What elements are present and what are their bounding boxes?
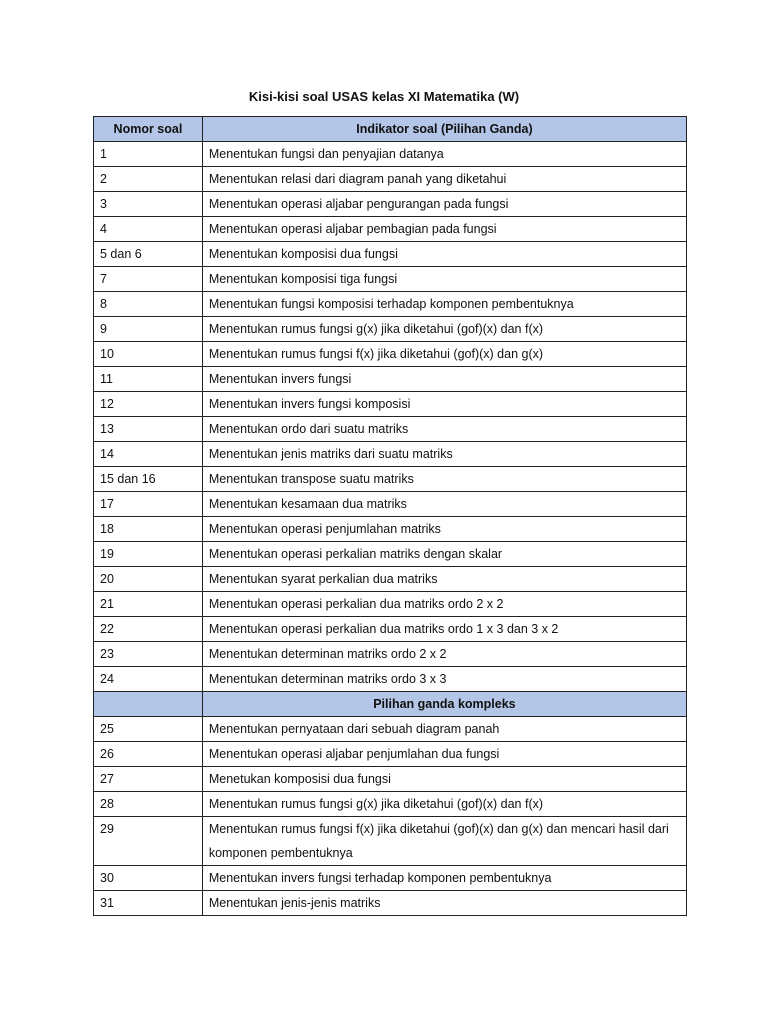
cell-indikator: Menentukan operasi perkalian dua matriks ordo 2 x 2 <box>202 592 686 617</box>
cell-nomor: 26 <box>94 742 203 767</box>
cell-indikator: Menentukan kesamaan dua matriks <box>202 492 686 517</box>
table-row <box>94 742 687 767</box>
kisi-kisi-table <box>93 116 687 916</box>
section-header-row <box>94 692 687 717</box>
table-row <box>94 417 687 442</box>
cell-nomor: 11 <box>94 367 203 392</box>
cell-indikator: Menentukan pernyataan dari sebuah diagram panah <box>202 717 686 742</box>
cell-indikator: Menentukan invers fungsi <box>202 367 686 392</box>
cell-nomor: 4 <box>94 217 203 242</box>
table-row <box>94 167 687 192</box>
cell-indikator: Menentukan operasi perkalian matriks dengan skalar <box>202 542 686 567</box>
cell-indikator: Menentukan operasi penjumlahan matriks <box>202 517 686 542</box>
cell-nomor: 15 dan 16 <box>94 467 203 492</box>
table-row <box>94 242 687 267</box>
cell-nomor: 20 <box>94 567 203 592</box>
table-row <box>94 891 687 916</box>
cell-nomor: 13 <box>94 417 203 442</box>
table-row <box>94 217 687 242</box>
table-row <box>94 442 687 467</box>
cell-nomor: 24 <box>94 667 203 692</box>
table-row <box>94 192 687 217</box>
cell-indikator: Menentukan rumus fungsi g(x) jika diketahui (gof)(x) dan f(x) <box>202 317 686 342</box>
cell-nomor: 25 <box>94 717 203 742</box>
cell-indikator: Menentukan fungsi komposisi terhadap komponen pembentuknya <box>202 292 686 317</box>
cell-indikator: Menentukan operasi perkalian dua matriks ordo 1 x 3 dan 3 x 2 <box>202 617 686 642</box>
cell-indikator: Menentukan invers fungsi komposisi <box>202 392 686 417</box>
table-row <box>94 467 687 492</box>
cell-indikator: Menentukan invers fungsi terhadap komponen pembentuknya <box>202 866 686 891</box>
cell-nomor: 17 <box>94 492 203 517</box>
cell-indikator: Menentukan determinan matriks ordo 3 x 3 <box>202 667 686 692</box>
cell-indikator: Menentukan syarat perkalian dua matriks <box>202 567 686 592</box>
table-row <box>94 642 687 667</box>
table-row <box>94 617 687 642</box>
header-indikator-soal: Indikator soal (Pilihan Ganda) <box>202 117 686 142</box>
table-row <box>94 267 687 292</box>
cell-nomor: 27 <box>94 767 203 792</box>
table-row <box>94 342 687 367</box>
table-row <box>94 767 687 792</box>
cell-nomor: 29 <box>94 817 203 866</box>
cell-indikator: Menentukan komposisi tiga fungsi <box>202 267 686 292</box>
cell-indikator: Menentukan rumus fungsi f(x) jika diketahui (gof)(x) dan g(x) <box>202 342 686 367</box>
section-label-pilihan-ganda-kompleks: Pilihan ganda kompleks <box>202 692 686 717</box>
cell-indikator: Menentukan ordo dari suatu matriks <box>202 417 686 442</box>
cell-nomor: 5 dan 6 <box>94 242 203 267</box>
table-row <box>94 492 687 517</box>
cell-indikator: Menentukan operasi aljabar penjumlahan dua fungsi <box>202 742 686 767</box>
cell-indikator: Menentukan rumus fungsi f(x) jika diketahui (gof)(x) dan g(x) dan mencari hasil dari komponen pembentuknya <box>202 817 686 866</box>
cell-nomor: 12 <box>94 392 203 417</box>
cell-indikator: Menentukan determinan matriks ordo 2 x 2 <box>202 642 686 667</box>
table-row <box>94 142 687 167</box>
table-row <box>94 817 687 866</box>
table-row <box>94 292 687 317</box>
cell-indikator: Menentukan operasi aljabar pembagian pada fungsi <box>202 217 686 242</box>
table-row <box>94 717 687 742</box>
cell-nomor: 7 <box>94 267 203 292</box>
cell-nomor: 3 <box>94 192 203 217</box>
header-nomor-soal: Nomor soal <box>94 117 203 142</box>
cell-indikator: Menentukan relasi dari diagram panah yang diketahui <box>202 167 686 192</box>
cell-nomor: 14 <box>94 442 203 467</box>
cell-indikator: Menentukan rumus fungsi g(x) jika diketahui (gof)(x) dan f(x) <box>202 792 686 817</box>
cell-nomor: 18 <box>94 517 203 542</box>
page-title: Kisi-kisi soal USAS kelas XI Matematika (W) <box>248 89 520 104</box>
table-row <box>94 667 687 692</box>
cell-nomor: 19 <box>94 542 203 567</box>
table-row <box>94 567 687 592</box>
cell-nomor: 23 <box>94 642 203 667</box>
cell-indikator: Menentukan transpose suatu matriks <box>202 467 686 492</box>
table-body <box>94 142 687 916</box>
cell-nomor: 9 <box>94 317 203 342</box>
cell-nomor: 10 <box>94 342 203 367</box>
cell-indikator: Menentukan jenis matriks dari suatu matriks <box>202 442 686 467</box>
section-header-empty-cell <box>94 692 203 717</box>
table-row <box>94 517 687 542</box>
cell-indikator: Menentukan komposisi dua fungsi <box>202 242 686 267</box>
table-row <box>94 367 687 392</box>
cell-indikator: Menentukan operasi aljabar pengurangan pada fungsi <box>202 192 686 217</box>
cell-nomor: 2 <box>94 167 203 192</box>
table-row <box>94 392 687 417</box>
cell-indikator: Menentukan fungsi dan penyajian datanya <box>202 142 686 167</box>
table-row <box>94 542 687 567</box>
cell-nomor: 22 <box>94 617 203 642</box>
cell-nomor: 28 <box>94 792 203 817</box>
cell-nomor: 30 <box>94 866 203 891</box>
cell-nomor: 21 <box>94 592 203 617</box>
table-row <box>94 792 687 817</box>
table-row <box>94 866 687 891</box>
cell-nomor: 31 <box>94 891 203 916</box>
table-row <box>94 317 687 342</box>
cell-indikator: Menetukan komposisi dua fungsi <box>202 767 686 792</box>
cell-nomor: 8 <box>94 292 203 317</box>
cell-indikator: Menentukan jenis-jenis matriks <box>202 891 686 916</box>
table-header-row <box>94 117 687 142</box>
table-row <box>94 592 687 617</box>
cell-nomor: 1 <box>94 142 203 167</box>
